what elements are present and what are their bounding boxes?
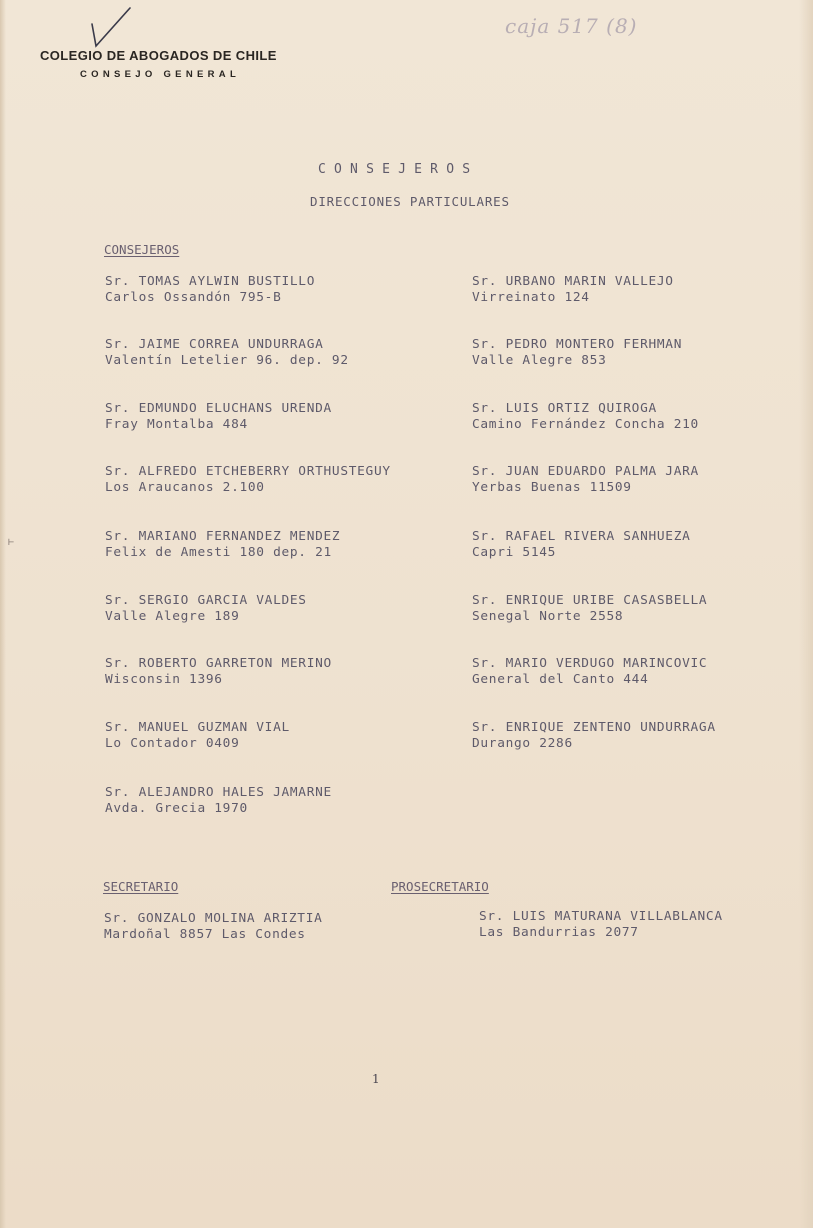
consejero-name: Sr. EDMUNDO ELUCHANS URENDA — [105, 401, 332, 416]
consejero-name: Sr. MARIANO FERNANDEZ MENDEZ — [105, 529, 341, 544]
consejero-name: Sr. MANUEL GUZMAN VIAL — [105, 720, 290, 735]
secretario-name: Sr. GONZALO MOLINA ARIZTIA — [104, 911, 323, 926]
consejero-address: General del Canto 444 — [472, 672, 649, 687]
margin-mark: ⊢ — [8, 537, 15, 548]
consejero-entry — [472, 337, 682, 369]
consejero-address: Valle Alegre 853 — [472, 353, 607, 368]
consejero-entry — [105, 401, 332, 433]
consejeros-label: CONSEJEROS — [104, 242, 180, 257]
consejero-name: Sr. URBANO MARIN VALLEJO — [472, 274, 674, 289]
consejero-name: Sr. ALFREDO ETCHEBERRY ORTHUSTEGUY — [105, 464, 391, 479]
consejero-entry — [472, 401, 699, 433]
prosecretario-label: PROSECRETARIO — [391, 879, 489, 894]
consejero-address: Lo Contador 0409 — [105, 736, 240, 751]
consejero-name: Sr. JAIME CORREA UNDURRAGA — [105, 337, 324, 352]
consejero-address: Wisconsin 1396 — [105, 672, 223, 687]
consejero-name: Sr. ALEJANDRO HALES JAMARNE — [105, 785, 332, 800]
consejero-address: Fray Montalba 484 — [105, 417, 248, 432]
secretario-address: Mardoñal 8857 Las Condes — [104, 927, 306, 942]
consejero-address: Durango 2286 — [472, 736, 573, 751]
organization-subtitle: CONSEJO GENERAL — [80, 69, 241, 80]
consejero-name: Sr. TOMAS AYLWIN BUSTILLO — [105, 274, 316, 289]
consejero-address: Avda. Grecia 1970 — [105, 801, 248, 816]
consejero-address: Valentín Letelier 96. dep. 92 — [105, 353, 349, 368]
consejero-entry — [105, 274, 315, 306]
consejero-address: Valle Alegre 189 — [105, 609, 240, 624]
secretario-entry — [104, 911, 323, 943]
consejero-address: Senegal Norte 2558 — [472, 609, 624, 624]
consejero-name: Sr. MARIO VERDUGO MARINCOVIC — [472, 656, 708, 671]
document-subtitle: DIRECCIONES PARTICULARES — [310, 194, 510, 209]
consejero-name: Sr. PEDRO MONTERO FERHMAN — [472, 337, 683, 352]
consejero-name: Sr. ENRIQUE URIBE CASASBELLA — [472, 593, 708, 608]
handwritten-note: caja 517 (8) — [505, 14, 638, 38]
consejero-name: Sr. LUIS ORTIZ QUIROGA — [472, 401, 657, 416]
consejero-entry — [105, 464, 391, 496]
consejero-address: Capri 5145 — [472, 545, 557, 560]
prosecretario-name: Sr. LUIS MATURANA VILLABLANCA — [479, 909, 723, 924]
checkmark-annotation — [88, 6, 138, 52]
consejero-name: Sr. SERGIO GARCIA VALDES — [105, 593, 307, 608]
page-number: 1 — [372, 1072, 380, 1086]
consejero-entry — [105, 656, 332, 688]
consejero-name: Sr. ENRIQUE ZENTENO UNDURRAGA — [472, 720, 716, 735]
consejero-entry — [105, 785, 332, 817]
consejero-entry — [472, 593, 707, 625]
consejero-entry — [472, 274, 674, 306]
consejero-address: Carlos Ossandón 795-B — [105, 290, 282, 305]
consejero-address: Felix de Amesti 180 dep. 21 — [105, 545, 332, 560]
secretario-label: SECRETARIO — [103, 879, 179, 894]
consejero-entry — [105, 337, 349, 369]
consejero-entry — [105, 720, 290, 752]
consejero-address: Virreinato 124 — [472, 290, 590, 305]
consejero-entry — [472, 464, 699, 496]
consejero-entry — [105, 593, 307, 625]
consejero-address: Yerbas Buenas 11509 — [472, 480, 632, 495]
consejero-entry — [472, 720, 716, 752]
organization-name: COLEGIO DE ABOGADOS DE CHILE — [40, 48, 277, 63]
prosecretario-address: Las Bandurrias 2077 — [479, 925, 639, 940]
prosecretario-entry — [479, 909, 723, 941]
consejero-entry — [472, 529, 691, 561]
consejero-address: Camino Fernández Concha 210 — [472, 417, 699, 432]
consejero-name: Sr. ROBERTO GARRETON MERINO — [105, 656, 332, 671]
consejero-address: Los Araucanos 2.100 — [105, 480, 265, 495]
consejero-name: Sr. RAFAEL RIVERA SANHUEZA — [472, 529, 691, 544]
document-title: CONSEJEROS — [318, 162, 479, 177]
consejero-entry — [472, 656, 707, 688]
consejero-name: Sr. JUAN EDUARDO PALMA JARA — [472, 464, 699, 479]
consejero-entry — [105, 529, 340, 561]
